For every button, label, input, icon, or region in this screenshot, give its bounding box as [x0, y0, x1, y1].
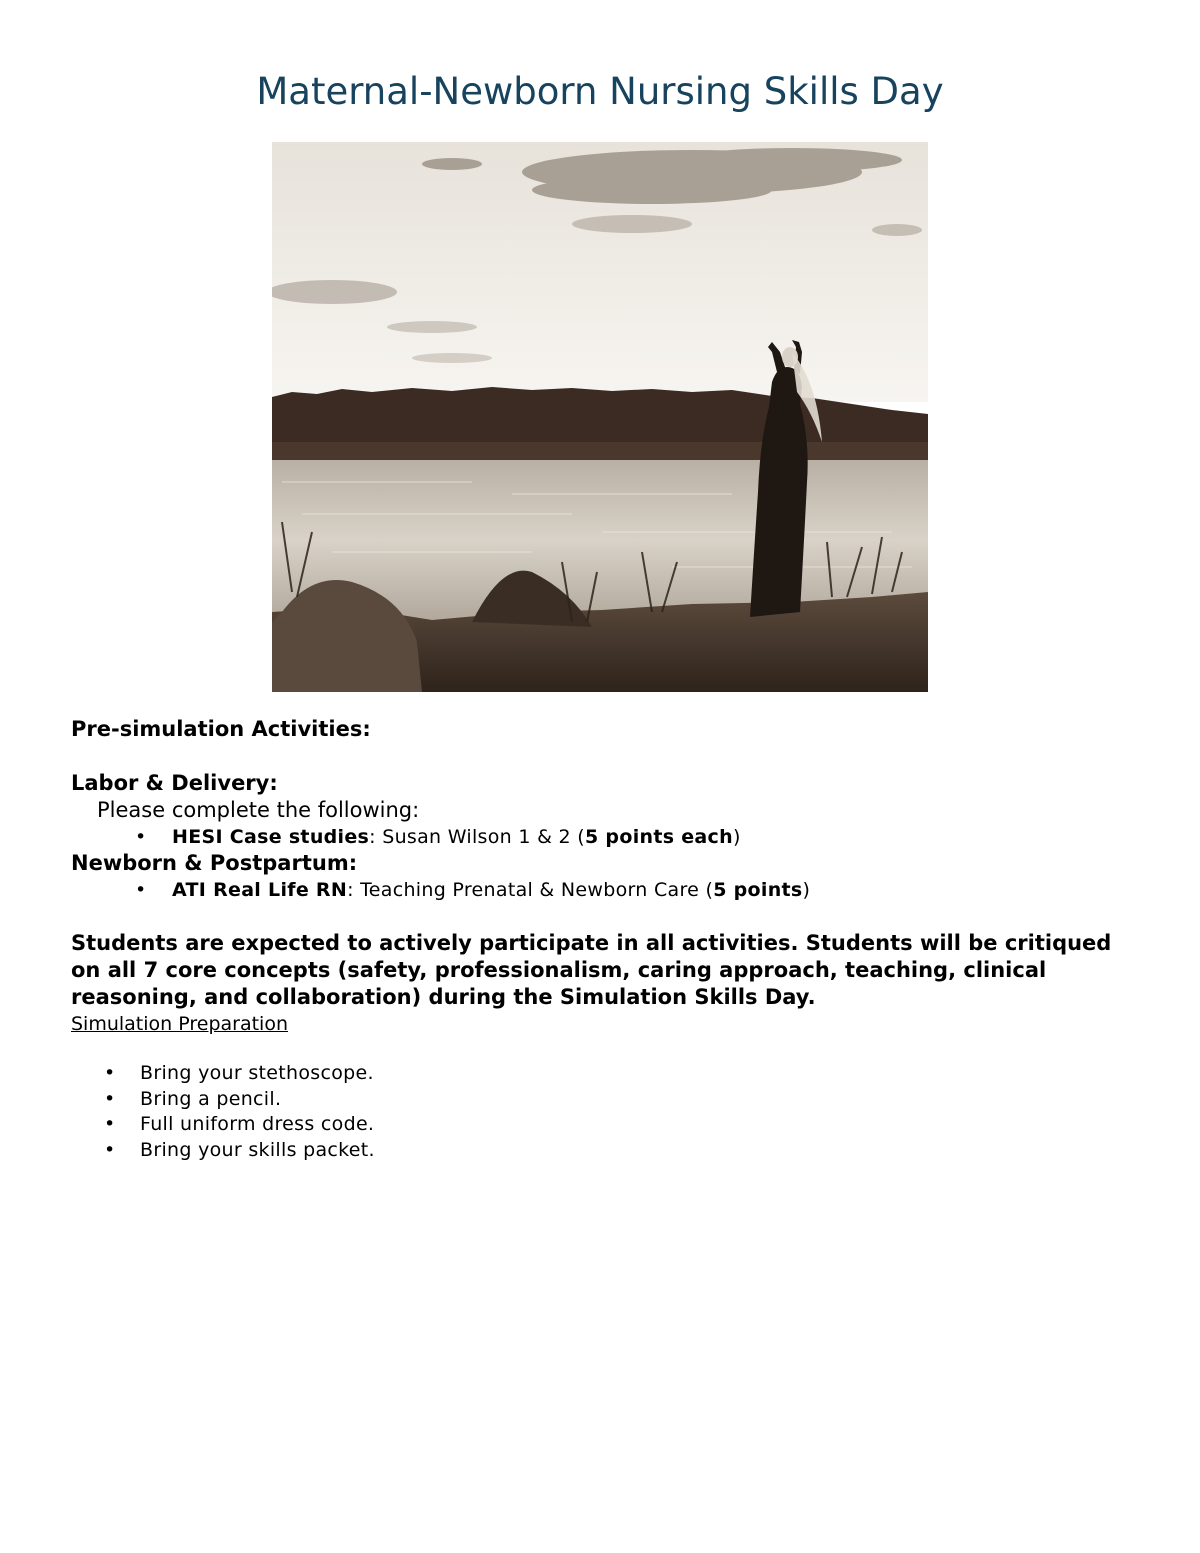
ati-colon: : — [347, 879, 361, 901]
bullet-icon: • — [104, 1062, 116, 1084]
ati-label: ATI Real Life RN — [172, 879, 348, 901]
prep-item-text: Bring your skills packet. — [140, 1138, 375, 1161]
bullet-icon: • — [135, 826, 147, 848]
list-item — [71, 1138, 1131, 1164]
list-item — [71, 1061, 1131, 1087]
preparation-list — [71, 1061, 1131, 1163]
list-item — [71, 1112, 1131, 1138]
expectations-paragraph: Students are expected to actively participate in all activities. Students will be critiqued on all 7 core concepts (safety, professionalism, caring approach, teaching, clinical reasoning, and collaboration) during the Simulation Skills Day. — [71, 931, 1112, 1009]
newborn-activity-list — [71, 877, 1131, 903]
simulation-preparation-label: Simulation Preparation — [71, 1013, 289, 1035]
bullet-icon: • — [135, 879, 147, 901]
pre-simulation-heading: Pre-simulation Activities: — [71, 717, 371, 741]
lakeside-woman-photo — [272, 142, 928, 692]
hesi-points: 5 points each — [585, 826, 733, 848]
hesi-label: HESI Case studies — [172, 826, 370, 848]
hesi-close: ) — [732, 826, 741, 848]
prep-item-text: Bring a pencil. — [140, 1087, 282, 1110]
bullet-icon: • — [104, 1113, 116, 1135]
list-item — [71, 824, 1131, 850]
list-item — [71, 1087, 1131, 1113]
hesi-text: Susan Wilson 1 & 2 ( — [382, 826, 585, 848]
hesi-colon: : — [369, 826, 383, 848]
document-body — [71, 716, 1131, 1163]
bullet-icon: • — [104, 1087, 116, 1110]
labor-activity-list — [71, 824, 1131, 850]
newborn-postpartum-heading: Newborn & Postpartum: — [71, 851, 358, 875]
ati-points: 5 points — [713, 879, 803, 901]
prep-item-text: Bring your stethoscope. — [140, 1062, 374, 1084]
ati-close: ) — [802, 879, 811, 901]
labor-delivery-heading: Labor & Delivery: — [71, 771, 278, 795]
labor-instruction: Please complete the following: — [97, 798, 420, 822]
ati-text: Teaching Prenatal & Newborn Care ( — [360, 879, 714, 901]
list-item — [71, 877, 1131, 903]
prep-item-text: Full uniform dress code. — [140, 1113, 375, 1135]
bullet-icon: • — [104, 1138, 116, 1161]
page-title: Maternal-Newborn Nursing Skills Day — [256, 70, 944, 113]
photo-illustration — [272, 142, 928, 692]
